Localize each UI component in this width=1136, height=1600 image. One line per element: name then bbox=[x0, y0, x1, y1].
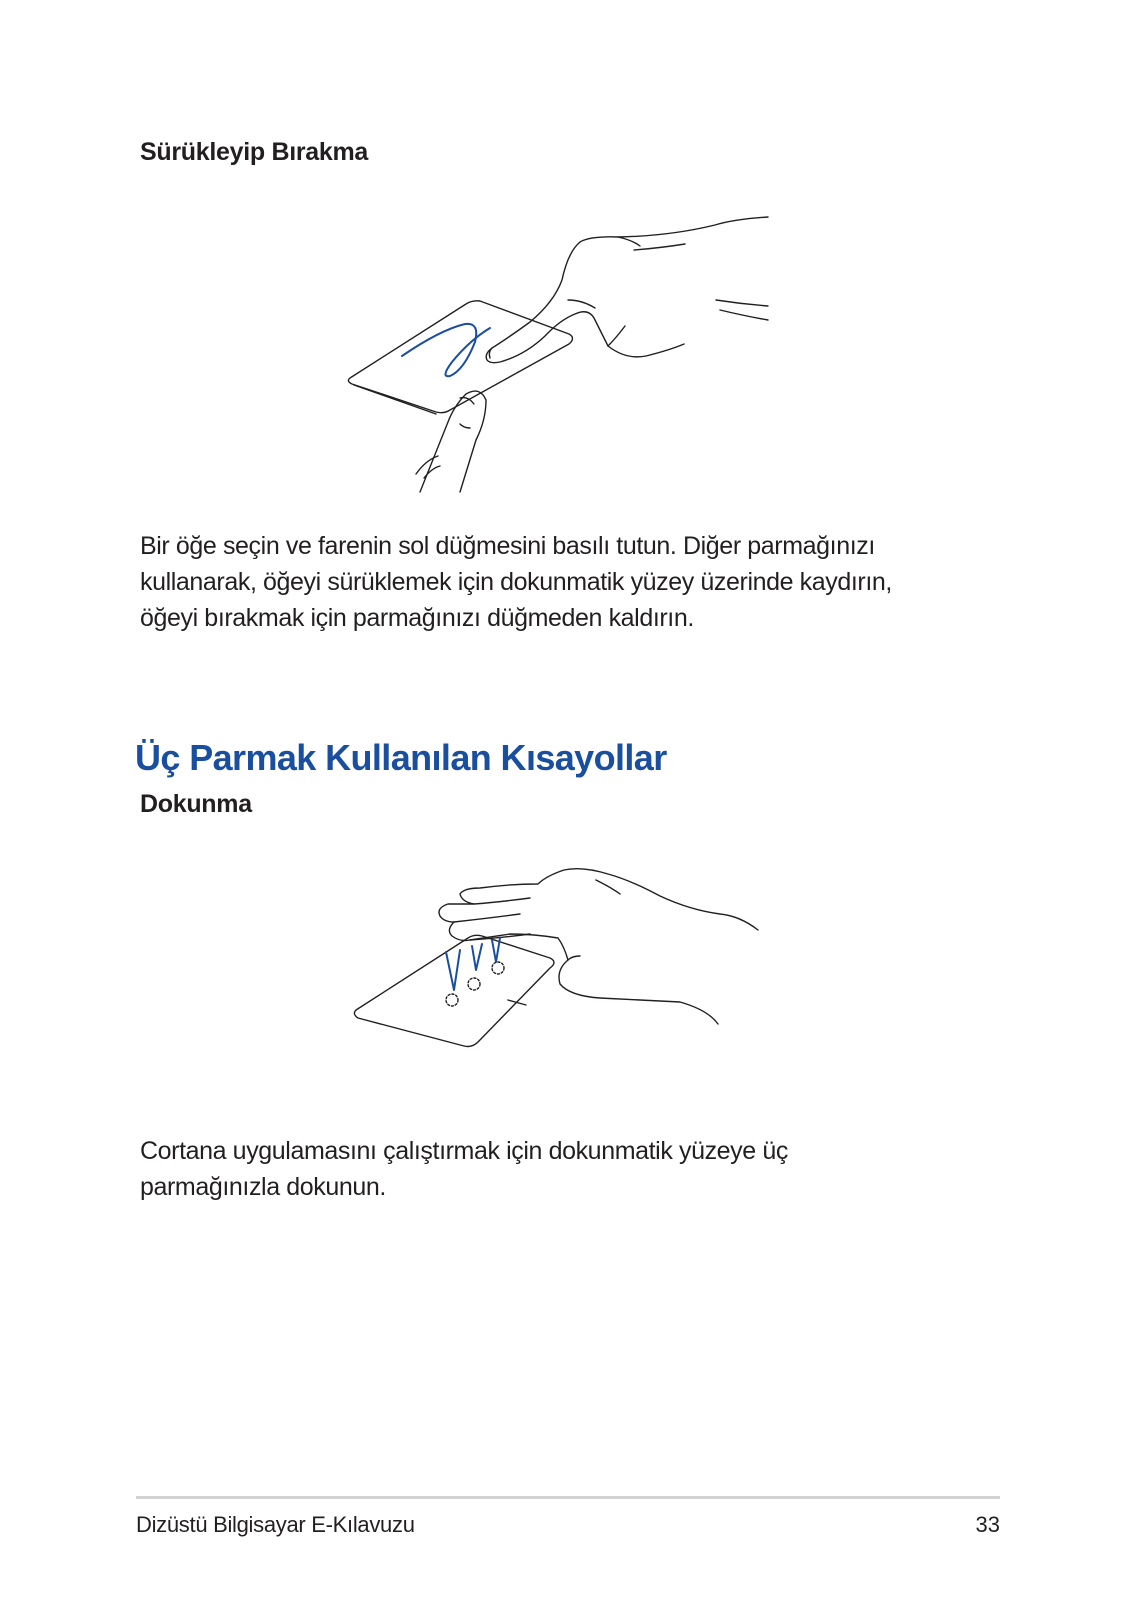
footer-title: Dizüstü Bilgisayar E-Kılavuzu bbox=[136, 1512, 415, 1537]
drag-drop-illustration bbox=[340, 210, 780, 500]
page-number: 33 bbox=[975, 1512, 1000, 1537]
tap-description bbox=[140, 1133, 1020, 1205]
tap-heading: Dokunma bbox=[140, 790, 252, 818]
paragraph-line: parmağınızla dokunun. bbox=[140, 1173, 386, 1201]
paragraph-line: kullanarak, öğeyi sürüklemek için dokunmatik yüzey üzerinde kaydırın, bbox=[140, 568, 892, 596]
paragraph-line: Bir öğe seçin ve farenin sol düğmesini basılı tutun. Diğer parmağınızı bbox=[140, 532, 875, 560]
section-title: Üç Parmak Kullanılan Kısayollar bbox=[135, 737, 667, 778]
paragraph-line: Cortana uygulamasını çalıştırmak için dokunmatik yüzeye üç bbox=[140, 1137, 788, 1165]
footer-divider bbox=[136, 1496, 1000, 1499]
drag-drop-heading: Sürükleyip Bırakma bbox=[140, 138, 369, 166]
drag-drop-description bbox=[140, 528, 1020, 636]
paragraph-line: öğeyi bırakmak için parmağınızı düğmeden kaldırın. bbox=[140, 604, 694, 632]
three-finger-tap-illustration bbox=[350, 860, 770, 1060]
